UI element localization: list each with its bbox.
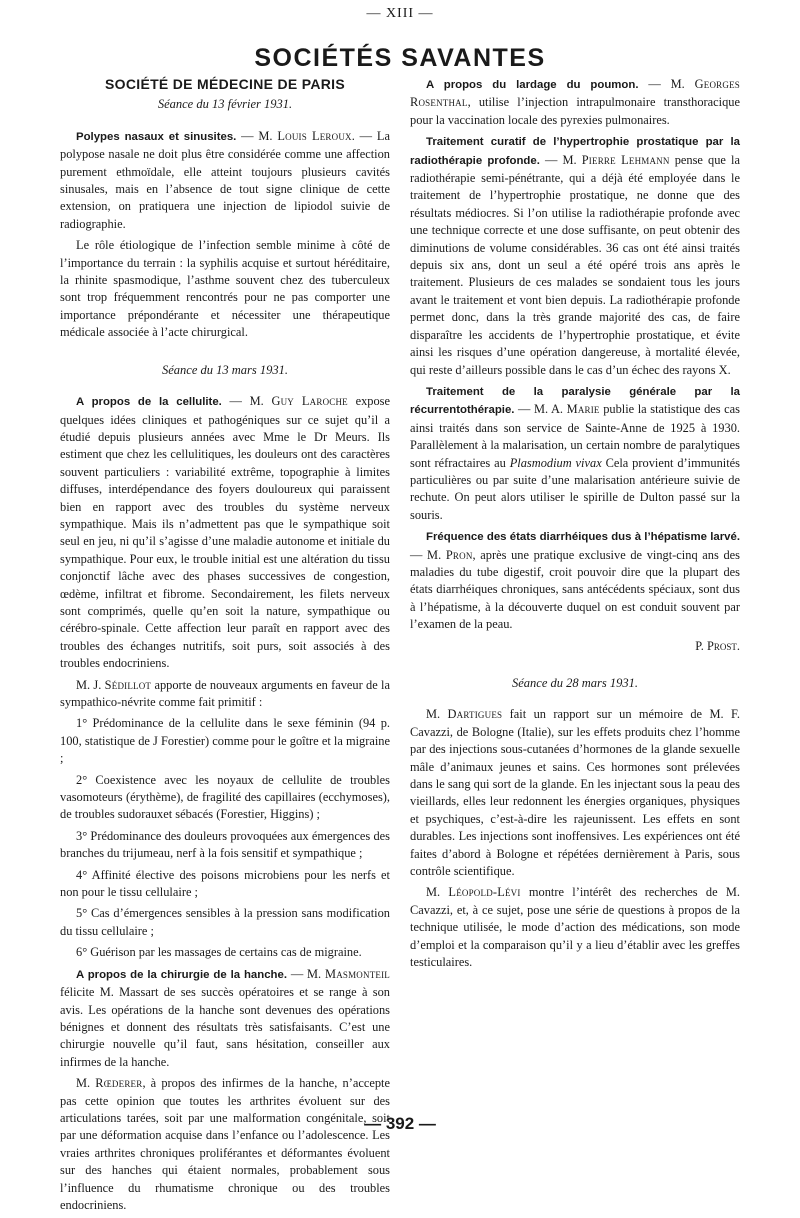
signature: P. Prost. xyxy=(695,638,740,653)
list-item: 6° Guérison par les massages de certains cas de migraine. xyxy=(76,945,362,960)
author-name: Pron xyxy=(445,547,473,562)
list-item: 5° Cas d’émergences sensibles à la pression sans modification du tissu cellulaire ; xyxy=(60,906,390,938)
article-title: A propos du lardage du poumon. xyxy=(426,79,639,91)
article-title: Polypes nasaux et sinusites. xyxy=(76,130,237,143)
author-name: Louis Leroux xyxy=(277,128,352,143)
section-title: SOCIÉTÉS SAVANTES xyxy=(254,44,546,72)
species-name: Plasmodium vivax xyxy=(509,455,602,470)
article-title: A propos de la chirurgie de la hanche. xyxy=(76,968,287,981)
author-name: Léopold-Lévi xyxy=(448,885,521,900)
list-item: 3° Prédominance des douleurs provoquées aux émergences des branches du trijumeau, nerf à la fois sensitif et sympathique ; xyxy=(60,828,390,861)
article-title: A propos de la cellulite. xyxy=(76,396,222,409)
list-item: 4° Affinité élective des poisons microbiens pour les nerfs et non pour le tissu cellulaire ; xyxy=(60,867,390,900)
article-title: Fréquence des états diarrhéiques dus à l’hépatisme larvé. xyxy=(426,531,740,544)
article-title: Traitement de la paralysie générale par la récurrentothérapie. xyxy=(410,385,740,417)
article-diarrhee: Fréquence des états diarrhéiques dus à l’hépatisme larvé. — M. Pron, après une pratique exclusive de vingt-cinq ans des maladies du tube digestif, croit pouvoir dire que la plupart des états diarrhéiques chroniques, sans antécédents spéciaux, sont dus à l’hépatisme, à la découverte duquel on est conduit souvent par l’examen de la peau. xyxy=(410,531,740,632)
article-paralysie: Traitement de la paralysie générale par la récurrentothérapie. — M. A. Marie publie la statistique des cas ainsi traités dans son service de Sainte-Anne de 1925 à 1930. Parallèlement à la malarisation, un certain nombre de paralytiques sont réfractaires au Plasmodium vivax Cela provient d’immunités particulières ou par suite d’une malarisation antérieure suivie de rechute. On peut alors utiliser le spirille de Dulton passé sur la souris. xyxy=(410,385,740,522)
article-prostate: Traitement curatif de l’hypertrophie prostatique par la radiothérapie profonde. — M. Pierre Lehmann pense que la radiothérapie semi-pénétrante, qui a déjà été employée dans le traitement de l’hypertrophie prostatique, ne donne que des résultats médiocres. Si l’on utilise la radiothérapie profonde avec une technique correcte et une dose suffisante, on peut obtenir des diminutions de volume considérables. 36 cas ont été ainsi traités depuis six ans, dont un seul a été opéré trois ans après le traitement. Plusieurs de ces malades se sondaient tous les jours avant le traitement et vont bien depuis. La radiothérapie profonde permet donc, dans la très grande majorité des cas, de faire disparaître les accidents de l’hypertrophie prostatique, et évite ainsi les risques d’une opération dangereuse, à mortalité élevée, qui reste d’ailleurs possible dans le cas d’un échec des rayons X. xyxy=(410,136,740,377)
author-name: Rœderer xyxy=(95,1076,143,1091)
author-name: Pierre Lehmann xyxy=(581,152,670,167)
session-date-1: Séance du 13 février 1931. xyxy=(157,97,293,112)
list-item: 2° Coexistence avec les noyaux de cellulite de troubles vasomoteurs (érythème), de fragilité des capillaires (ecchymoses), de troubles sudorauxet sébacés (Forestier, Higgins) ; xyxy=(60,772,390,822)
paragraph: Le rôle étiologique de l’infection semble minime à côté de l’importance du terrain : la syphilis acquise et surtout héréditaire, la rhinite spasmodique, l’asthme souvent chez des tuberculeux sont trop fréquemment rencontrés pour ne pas comporter une importance prépondérante et nécessiter une thérapeutique médicale associée à l’acte chirurgical. xyxy=(60,238,390,340)
article-polypes: Polypes nasaux et sinusites. — M. Louis Leroux. — La polypose nasale ne doit plus être considérée comme une affection purement ethmoïdale, elle atteint toujours plusieurs cavités sinusales, mais en l’absence de tout signe clinique de cette extension, on pratiquera une injection de lipiodol suivie de radiographie. xyxy=(60,128,390,231)
author-name: Sédillot xyxy=(104,677,152,692)
author-name: Marie xyxy=(566,402,600,417)
article-cellulite: A propos de la cellulite. — M. Guy Laroche expose quelques idées cliniques et pathogéniques sur ce sujet qu’il a étudié depuis plusieurs années avec Mme le Dr Meurs. Ils estiment que chez les cellulitiques, les douleurs ont des caractères souvent particuliers : variabilité extrême, topographie à limites diffuses, interdépendance des foyers douloureux qui paraissent bien en rapport avec des troubles du système nerveux sympathique. Mais ils n’admettent pas que le sympathique soit seul en jeu, ni qu’il s’agisse d’une maladie autonome et initiale du sympathique. Pour eux, le trouble initial est une altération du tissu conjonctif lâche avec des phases successives de congestion, œdème, infiltrat et fibrome. Secondairement, les filets nerveux sont comprimés, quelle qu’en soit la nature, sympathique ou cérébro-spinale. Cette affection leur paraît en rapport avec des troubles des échanges nutritifs, soit purs, soit associés à des troubles endocriniens. xyxy=(60,394,390,671)
page-number: — 392 — xyxy=(364,1114,436,1133)
paragraph: M. J. Sédillot apporte de nouveaux arguments en faveur de la sympathico-névrite comme fait primitif : xyxy=(60,677,390,709)
paragraph-continues: M. Rœderer, à propos des infirmes de la hanche, n’accepte pas cette opinion que toutes les arthrites évoluent sur des articulations tarées, soit par une malformation congénitale, soit par une déformation acquise dans l’enfance ou l’adolescence. Les vraies arthrites chroniques proliférantes et déformantes évoluent sur des hanches qui étaient normales, probablement sous l’influence du rhumatisme chronique ou des troubles endocriniens. xyxy=(60,1076,390,1212)
roman-folio: — XIII — xyxy=(366,6,434,21)
session-date-2: Séance du 13 mars 1931. xyxy=(161,362,289,377)
author-name: Guy Laroche xyxy=(271,394,348,409)
author-name: Georges Rosenthal xyxy=(410,77,740,110)
article-lardage: A propos du lardage du poumon. — M. Georges Rosenthal, utilise l’injection intrapulmonaire transthoracique pour la vaccination locale des pyrexies pulmonaires. xyxy=(410,77,740,127)
society-heading: SOCIÉTÉ DE MÉDECINE DE PARIS xyxy=(105,76,345,92)
list-item: 1° Prédominance de la cellulite dans le sexe féminin (94 p. 100, statistique de J Forestier) comme pour le goître et la migraine ; xyxy=(60,716,390,766)
author-name: Dartigues xyxy=(447,707,503,722)
article-hormones: M. Dartigues fait un rapport sur un mémoire de M. F. Cavazzi, de Bologne (Italie), sur les effets produits chez l’homme par des injections sous-cutanées d’hormones de la glande sexuelle mâle d’animaux jeunes et sains. Ces hormones sont prélevées dans le sang qui sort de la glande. En les injectant sous la peau des vieillards, elles leur redonnent les énergies organiques, physiques et psychiques, c’est-à-dire les rajeunissent. Les effets en sont durables. Les injections sont inoffensives. Les expériences ont été faites d’abord à Bologne et répétées dernièrement à Paris, sous contrôle scientifique. xyxy=(410,707,740,879)
session-date-3: Séance du 28 mars 1931. xyxy=(511,676,639,690)
article-hanche: A propos de la chirurgie de la hanche. — M. Masmonteil félicite M. Massart de ses succès opératoires et se range à son avis. Les opérations de la hanche sont devenues des opérations bénignes et donnent des résultats très satisfaisants. C’est une chirurgie nouvelle qu’il faut, sans hésitation, conseiller aux infirmes de la hanche. xyxy=(60,966,390,1069)
left-column xyxy=(60,76,390,1218)
article-title: Traitement curatif de l’hypertrophie prostatique par la radiothérapie profonde. xyxy=(410,136,740,167)
right-column xyxy=(410,76,740,976)
author-name: Masmonteil xyxy=(324,966,390,981)
paragraph: M. Léopold-Lévi montre l’intérêt des recherches de M. Cavazzi, et, à ce sujet, pose une série de questions à propos de la technique utilisée, le mode d’action des médications, son mode d’emploi et la comparaison qu’il y a lieu d’établir avec les greffes testiculaires. xyxy=(410,885,740,970)
